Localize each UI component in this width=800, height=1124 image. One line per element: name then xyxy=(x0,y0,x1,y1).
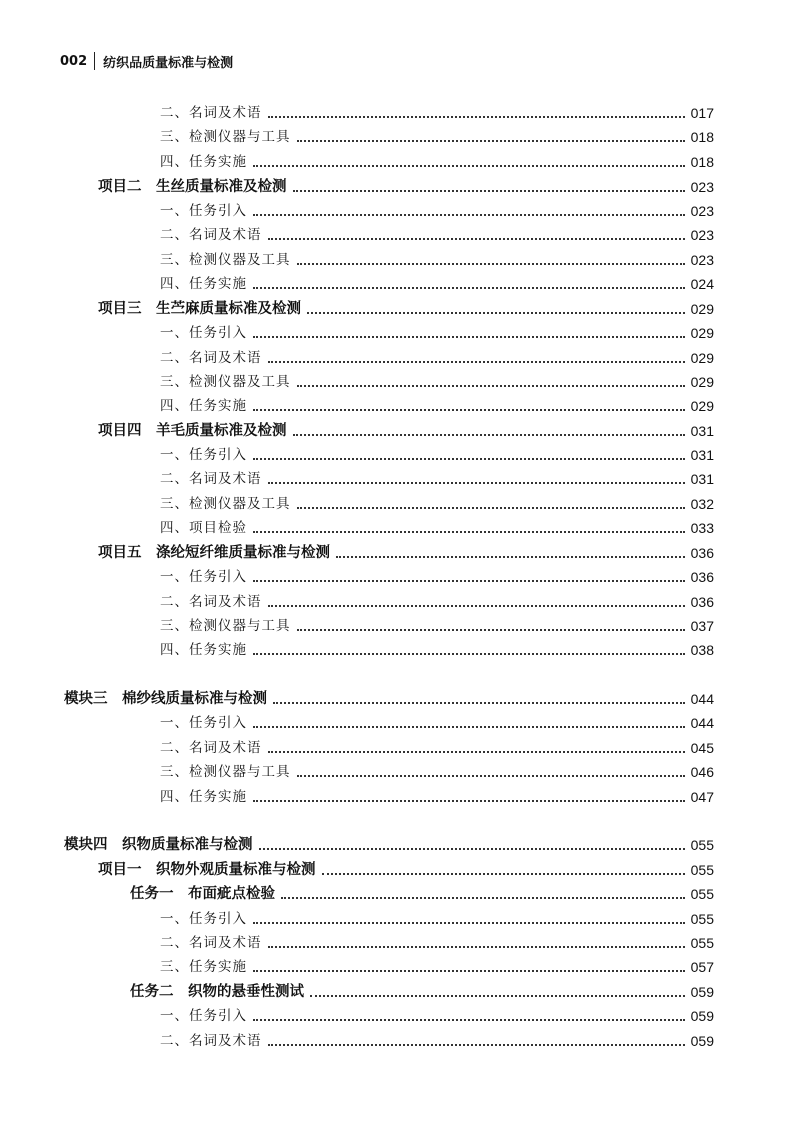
toc-entry-page: 024 xyxy=(690,276,714,292)
toc-entry-label: 二、名词及术语 xyxy=(160,1033,262,1049)
toc-entry-label: 二、名词及术语 xyxy=(160,740,262,756)
dot-leader xyxy=(322,873,685,875)
dot-leader xyxy=(297,140,685,142)
dot-leader xyxy=(268,116,685,118)
toc-entry-label: 三、检测仪器与工具 xyxy=(160,618,291,634)
dot-leader xyxy=(307,312,685,314)
toc-entry xyxy=(160,1003,714,1025)
toc-entry xyxy=(160,222,714,244)
toc-entry-page: 055 xyxy=(690,886,714,902)
dot-leader xyxy=(297,629,685,631)
dot-leader xyxy=(253,1019,685,1021)
toc-entry-label: 项目一 织物外观质量标准与检测 xyxy=(98,862,316,878)
toc-entry-page: 036 xyxy=(690,594,714,610)
toc-entry-label: 二、名词及术语 xyxy=(160,935,262,951)
toc-entry xyxy=(160,149,714,171)
toc-entry-label: 项目四 羊毛质量标准及检测 xyxy=(98,423,287,439)
toc-entry-label: 二、名词及术语 xyxy=(160,227,262,243)
toc-entry-page: 018 xyxy=(690,129,714,145)
toc-entry xyxy=(160,124,714,146)
toc-entry-page: 055 xyxy=(690,837,714,853)
dot-leader xyxy=(293,434,685,436)
toc-entry xyxy=(160,198,714,220)
toc-entry xyxy=(160,393,714,415)
dot-leader xyxy=(293,190,685,192)
dot-leader xyxy=(281,897,685,899)
toc-entry-label: 任务二 织物的悬垂性测试 xyxy=(130,984,304,1000)
toc-entry xyxy=(160,320,714,342)
toc-entry-label: 项目三 生苎麻质量标准及检测 xyxy=(98,301,301,317)
toc-entry xyxy=(130,979,714,1001)
toc-entry-label: 一、任务引入 xyxy=(160,1008,247,1024)
toc-entry-page: 029 xyxy=(690,325,714,341)
toc-entry xyxy=(160,589,714,611)
toc-entry-page: 029 xyxy=(690,398,714,414)
toc-entry-page: 017 xyxy=(690,105,714,121)
toc-entry-label: 二、名词及术语 xyxy=(160,471,262,487)
toc-entry xyxy=(160,564,714,586)
toc-entry-label: 项目二 生丝质量标准及检测 xyxy=(98,179,287,195)
toc-entry xyxy=(98,174,714,196)
toc-entry-label: 一、任务引入 xyxy=(160,911,247,927)
toc-entry xyxy=(160,784,714,806)
dot-leader xyxy=(253,165,685,167)
toc-entry-label: 四、任务实施 xyxy=(160,276,247,292)
toc-entry xyxy=(160,271,714,293)
dot-leader xyxy=(253,970,685,972)
toc-entry xyxy=(98,857,714,879)
header-divider xyxy=(94,52,95,70)
dot-leader xyxy=(268,1044,685,1046)
toc-entry-page: 057 xyxy=(690,959,714,975)
dot-leader xyxy=(259,848,685,850)
toc-entry-label: 四、任务实施 xyxy=(160,154,247,170)
dot-leader xyxy=(297,507,685,509)
toc-entry-page: 059 xyxy=(690,1033,714,1049)
toc-entry-label: 四、项目检验 xyxy=(160,520,247,536)
dot-leader xyxy=(253,214,685,216)
toc-entry xyxy=(160,613,714,635)
toc-entry-page: 031 xyxy=(690,423,714,439)
toc-entry xyxy=(160,491,714,513)
toc-entry-page: 038 xyxy=(690,642,714,658)
toc-entry-label: 四、任务实施 xyxy=(160,398,247,414)
toc-entry xyxy=(130,881,714,903)
toc-entry-page: 029 xyxy=(690,374,714,390)
toc-entry-page: 055 xyxy=(690,911,714,927)
dot-leader xyxy=(297,775,685,777)
toc-entry-page: 032 xyxy=(690,496,714,512)
book-title: 纺织品质量标准与检测 xyxy=(103,55,234,71)
toc-entry-page: 059 xyxy=(690,984,714,1000)
toc-entry-label: 三、检测仪器及工具 xyxy=(160,496,291,512)
toc-entry-page: 045 xyxy=(690,740,714,756)
toc-entry-label: 模块三 棉纱线质量标准与检测 xyxy=(64,691,267,707)
toc-entry-page: 047 xyxy=(690,789,714,805)
toc-entry-label: 一、任务引入 xyxy=(160,447,247,463)
toc-entry-page: 029 xyxy=(690,350,714,366)
toc-entry-page: 036 xyxy=(690,545,714,561)
toc-entry-page: 033 xyxy=(690,520,714,536)
toc-entry-page: 055 xyxy=(690,935,714,951)
dot-leader xyxy=(253,726,685,728)
toc-entry-label: 三、检测仪器及工具 xyxy=(160,374,291,390)
toc-entry xyxy=(160,247,714,269)
toc-entry xyxy=(160,930,714,952)
toc-entry xyxy=(98,540,714,562)
toc-entry-page: 055 xyxy=(690,862,714,878)
toc-entry-label: 三、任务实施 xyxy=(160,959,247,975)
toc-entry-page: 037 xyxy=(690,618,714,634)
dot-leader xyxy=(253,458,685,460)
toc-entry-label: 一、任务引入 xyxy=(160,715,247,731)
toc-entry xyxy=(64,832,714,854)
toc-entry-label: 三、检测仪器及工具 xyxy=(160,252,291,268)
dot-leader xyxy=(268,751,685,753)
dot-leader xyxy=(268,238,685,240)
dot-leader xyxy=(253,531,685,533)
toc-entry-page: 044 xyxy=(690,715,714,731)
toc-entry-label: 任务一 布面疵点检验 xyxy=(130,886,275,902)
toc-entry xyxy=(160,1028,714,1050)
toc-entry-label: 三、检测仪器与工具 xyxy=(160,764,291,780)
dot-leader xyxy=(253,336,685,338)
dot-leader xyxy=(268,605,685,607)
toc-entry-label: 四、任务实施 xyxy=(160,642,247,658)
toc-entry xyxy=(98,296,714,318)
toc-entry xyxy=(98,418,714,440)
toc-entry xyxy=(160,637,714,659)
toc-entry-page: 031 xyxy=(690,447,714,463)
toc-entry-label: 二、名词及术语 xyxy=(160,594,262,610)
toc-entry-page: 031 xyxy=(690,471,714,487)
toc-entry xyxy=(160,759,714,781)
dot-leader xyxy=(273,702,685,704)
toc-entry xyxy=(160,954,714,976)
dot-leader xyxy=(297,263,685,265)
dot-leader xyxy=(253,409,685,411)
toc-entry xyxy=(160,906,714,928)
toc-entry-page: 023 xyxy=(690,227,714,243)
toc-entry-page: 023 xyxy=(690,179,714,195)
dot-leader xyxy=(268,946,685,948)
dot-leader xyxy=(297,385,685,387)
dot-leader xyxy=(336,556,685,558)
dot-leader xyxy=(253,922,685,924)
toc-entry xyxy=(160,442,714,464)
toc-entry-page: 018 xyxy=(690,154,714,170)
toc-entry-page: 029 xyxy=(690,301,714,317)
dot-leader xyxy=(253,287,685,289)
dot-leader xyxy=(253,653,685,655)
toc-entry xyxy=(160,710,714,732)
toc-entry-page: 023 xyxy=(690,252,714,268)
dot-leader xyxy=(253,800,685,802)
toc-entry-label: 二、名词及术语 xyxy=(160,105,262,121)
page-number: 002 xyxy=(60,53,88,69)
toc-entry-label: 项目五 涤纶短纤维质量标准与检测 xyxy=(98,545,330,561)
toc-entry xyxy=(160,345,714,367)
running-header xyxy=(60,50,233,72)
toc-entry-label: 一、任务引入 xyxy=(160,325,247,341)
toc-entry-label: 一、任务引入 xyxy=(160,569,247,585)
toc-entry-label: 三、检测仪器与工具 xyxy=(160,129,291,145)
dot-leader xyxy=(268,482,685,484)
toc-entry xyxy=(160,369,714,391)
toc-entry-page: 059 xyxy=(690,1008,714,1024)
toc-entry-label: 四、任务实施 xyxy=(160,789,247,805)
toc-entry-page: 023 xyxy=(690,203,714,219)
dot-leader xyxy=(310,995,685,997)
toc-entry-page: 036 xyxy=(690,569,714,585)
toc-entry xyxy=(160,735,714,757)
toc-entry xyxy=(64,686,714,708)
toc-entry-page: 044 xyxy=(690,691,714,707)
toc-entry-page: 046 xyxy=(690,764,714,780)
toc-entry-label: 二、名词及术语 xyxy=(160,350,262,366)
toc-entry xyxy=(160,100,714,122)
dot-leader xyxy=(268,361,685,363)
toc-entry xyxy=(160,466,714,488)
toc-entry-label: 模块四 织物质量标准与检测 xyxy=(64,837,253,853)
toc-entry xyxy=(160,515,714,537)
dot-leader xyxy=(253,580,685,582)
toc-entry-label: 一、任务引入 xyxy=(160,203,247,219)
